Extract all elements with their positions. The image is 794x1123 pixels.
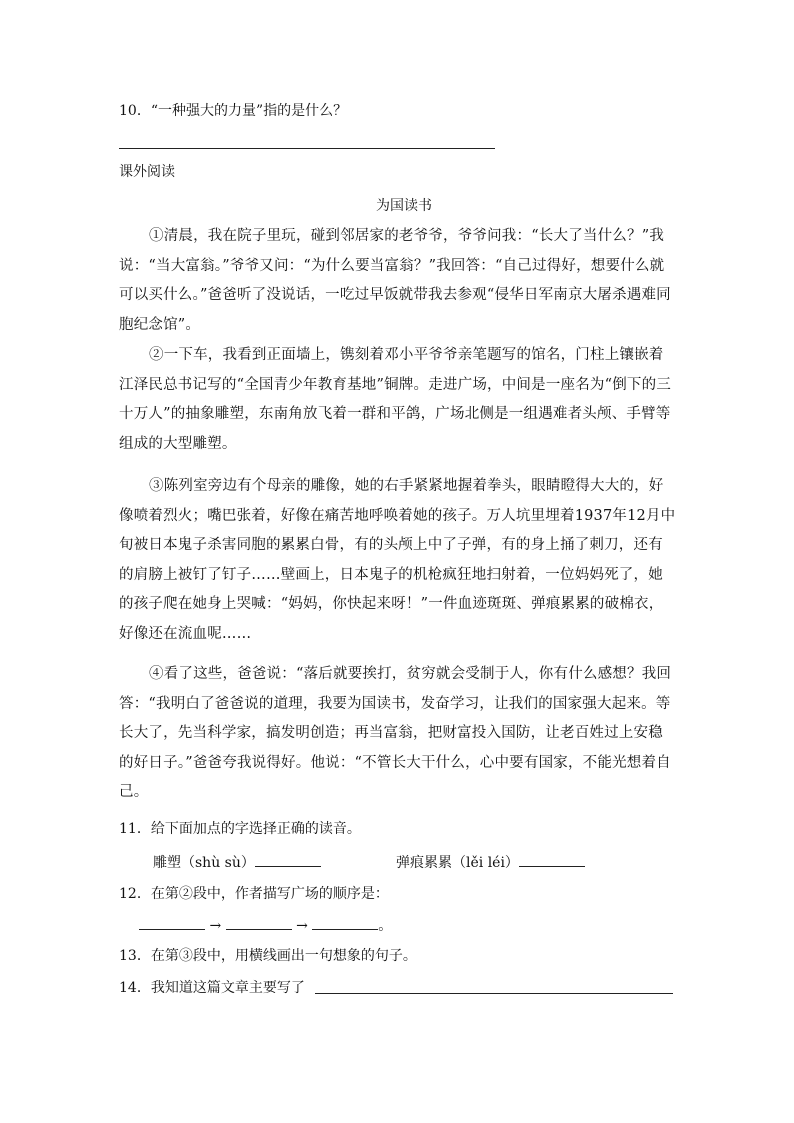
question-14: 14．我知道这篇文章主要写了: [119, 980, 305, 996]
arrow-2: →: [296, 918, 308, 934]
q11-item-1-blank[interactable]: [255, 852, 321, 867]
q11-item-2-label: 弹痕累累（lěi léi）: [396, 855, 519, 871]
paragraph-4: [119, 660, 677, 808]
q12-end-mark: 。: [378, 918, 393, 934]
q12-blank-3[interactable]: [312, 915, 378, 930]
q11-item-2-blank[interactable]: [519, 852, 585, 867]
question-13: 13．在第③段中，用横线画出一句想象的句子。: [119, 948, 417, 964]
paragraph-4-text: ④看了这些，爸爸说：“落后就要挨打，贫穷就会受制于人，你有什么感想？我回答：“我明白了爸爸说的道理，我要为国读书，发奋学习，让我们的国家强大起来。等长大了，先当科学家，搞发明创造；再当富翁，把财富投入国防，让老百姓过上安稳的好日子。”爸爸夸我说得好。他说：“不管长大干什么，心中要有国家，不能光想着自己。: [119, 666, 672, 800]
q11-item-1-label: 雕塑（shù sù）: [153, 855, 255, 871]
q11-item-2: [396, 852, 585, 873]
paragraph-1: [119, 222, 677, 340]
q12-blank-1[interactable]: [139, 915, 205, 930]
answer-line-q14[interactable]: [315, 993, 673, 994]
question-11: 11．给下面加点的字选择正确的读音。: [119, 821, 361, 837]
paragraph-2: [119, 341, 677, 459]
paragraph-3-text: ③陈列室旁边有个母亲的雕像，她的右手紧紧地握着拳头，眼睛瞪得大大的，好像喷着烈火；嘴巴张着，好像在痛苦地呼唤着她的孩子。万人坑里埋着1937年12月中旬被日本鬼子杀害同胞的累累白骨，有的头颅上中了子弹，有的身上捅了刺刀，还有的肩膀上被钉了钉子……壁画上，日本鬼子的机枪疯狂地扫射着，一位妈妈死了，她的孩子爬在她身上哭喊：“妈妈，你快起来呀！”一件血迹斑斑、弹痕累累的破棉衣，好像还在流血呢……: [119, 478, 676, 642]
paragraph-3: [119, 472, 677, 649]
section-label: 课外阅读: [119, 164, 175, 180]
question-12: 12．在第②段中，作者描写广场的顺序是：: [119, 886, 389, 902]
paragraph-2-text: ②一下车，我看到正面墙上，镌刻着邓小平爷爷亲笔题写的馆名，门柱上镶嵌着江泽民总书记写的“全国青少年教育基地”铜牌。走进广场，中间是一座名为“倒下的三十万人”的抽象雕塑，东南角放飞着一群和平鸽，广场北侧是一组遇难者头颅、手臂等组成的大型雕塑。: [119, 347, 672, 452]
article-title: 为国读书: [376, 198, 432, 214]
paragraph-1-text: ①清晨，我在院子里玩，碰到邻居家的老爷爷，爷爷问我：“长大了当什么？”我说：“当大富翁。”爷爷又问：“为什么要当富翁？”我回答：“自己过得好，想要什么就可以买什么。”爸爸听了没说话，一吃过早饭就带我去参观“侵华日军南京大屠杀遇难同胞纪念馆”。: [119, 228, 671, 333]
question-10: 10．“一种强大的力量”指的是什么？: [119, 103, 348, 119]
q12-answer-row: [139, 915, 392, 936]
arrow-1: →: [209, 918, 222, 934]
q11-item-1: [153, 852, 321, 873]
q12-blank-2[interactable]: [226, 915, 292, 930]
answer-line-q10[interactable]: [119, 148, 495, 149]
